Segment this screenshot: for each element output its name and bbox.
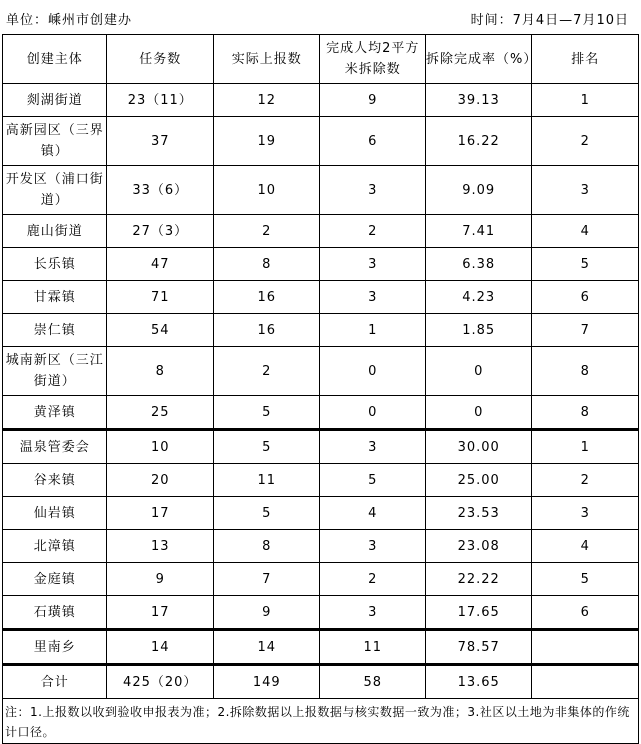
cell-demolished: 4 [320, 497, 425, 530]
cell-entity: 金庭镇 [3, 563, 107, 596]
cell-reported: 5 [213, 430, 320, 464]
cell-demolished: 9 [320, 84, 425, 117]
cell-task: 10 [107, 430, 214, 464]
header-demolished: 完成人均2平方米拆除数 [320, 35, 425, 84]
cell-rate: 17.65 [425, 596, 532, 630]
cell-rate: 7.41 [425, 215, 532, 248]
cell-reported: 16 [213, 281, 320, 314]
unit-label: 单位：嵊州市创建办 [6, 13, 133, 28]
cell-rank: 4 [532, 215, 639, 248]
cell-reported: 2 [213, 215, 320, 248]
cell-task: 13 [107, 530, 214, 563]
cell-task: 17 [107, 596, 214, 630]
cell-rate: 30.00 [425, 430, 532, 464]
cell-entity: 城南新区（三江街道） [3, 347, 107, 396]
cell-demolished: 3 [320, 530, 425, 563]
table-row [3, 530, 639, 563]
cell-demolished: 0 [320, 347, 425, 396]
cell-rate: 4.23 [425, 281, 532, 314]
cell-rate: 1.85 [425, 314, 532, 347]
report-header [0, 0, 641, 34]
cell-rate: 16.22 [425, 117, 532, 166]
table-row [3, 84, 639, 117]
cell-task: 71 [107, 281, 214, 314]
cell-rank: 8 [532, 396, 639, 430]
table-row [3, 596, 639, 630]
cell-rank: 4 [532, 530, 639, 563]
cell-rank [532, 630, 639, 665]
cell-rank: 6 [532, 281, 639, 314]
header-entity: 创建主体 [3, 35, 107, 84]
cell-demolished: 3 [320, 430, 425, 464]
cell-rank: 7 [532, 314, 639, 347]
cell-entity: 甘霖镇 [3, 281, 107, 314]
cell-entity: 黄泽镇 [3, 396, 107, 430]
table-row [3, 248, 639, 281]
cell-rank: 8 [532, 347, 639, 396]
table-body [3, 84, 639, 744]
cell-demolished: 2 [320, 215, 425, 248]
cell-task: 37 [107, 117, 214, 166]
cell-demolished: 11 [320, 630, 425, 665]
cell-task: 425（20） [107, 665, 214, 699]
table-row [3, 117, 639, 166]
table-row [3, 396, 639, 430]
cell-reported: 7 [213, 563, 320, 596]
cell-entity: 温泉管委会 [3, 430, 107, 464]
cell-demolished: 3 [320, 596, 425, 630]
cell-reported: 14 [213, 630, 320, 665]
cell-task: 33（6） [107, 166, 214, 215]
cell-reported: 8 [213, 530, 320, 563]
time-range-label: 时间：7月4日—7月10日 [470, 13, 629, 28]
cell-reported: 16 [213, 314, 320, 347]
demolition-progress-table [2, 34, 639, 744]
cell-task: 20 [107, 464, 214, 497]
table-row [3, 281, 639, 314]
table-row [3, 665, 639, 699]
cell-reported: 11 [213, 464, 320, 497]
cell-task: 14 [107, 630, 214, 665]
cell-reported: 8 [213, 248, 320, 281]
cell-rate: 9.09 [425, 166, 532, 215]
cell-entity: 里南乡 [3, 630, 107, 665]
cell-reported: 149 [213, 665, 320, 699]
cell-demolished: 0 [320, 396, 425, 430]
cell-reported: 19 [213, 117, 320, 166]
cell-reported: 5 [213, 396, 320, 430]
table-row [3, 166, 639, 215]
cell-rate: 39.13 [425, 84, 532, 117]
cell-entity: 北漳镇 [3, 530, 107, 563]
cell-entity: 鹿山街道 [3, 215, 107, 248]
table-row [3, 630, 639, 665]
cell-rank: 1 [532, 430, 639, 464]
cell-entity: 长乐镇 [3, 248, 107, 281]
cell-entity: 剡湖街道 [3, 84, 107, 117]
cell-rank: 6 [532, 596, 639, 630]
cell-rank: 3 [532, 497, 639, 530]
note-row [3, 699, 639, 744]
cell-rank: 2 [532, 464, 639, 497]
header-reported: 实际上报数 [213, 35, 320, 84]
header-rate: 拆除完成率（%） [425, 35, 532, 84]
cell-rate: 22.22 [425, 563, 532, 596]
cell-rank: 3 [532, 166, 639, 215]
cell-rank: 2 [532, 117, 639, 166]
cell-demolished: 58 [320, 665, 425, 699]
cell-task: 9 [107, 563, 214, 596]
cell-rank: 5 [532, 563, 639, 596]
cell-rate: 25.00 [425, 464, 532, 497]
cell-rate: 0 [425, 347, 532, 396]
cell-reported: 9 [213, 596, 320, 630]
table-row [3, 314, 639, 347]
table-row [3, 464, 639, 497]
cell-task: 25 [107, 396, 214, 430]
table-row [3, 497, 639, 530]
cell-rate: 13.65 [425, 665, 532, 699]
cell-rate: 78.57 [425, 630, 532, 665]
cell-demolished: 3 [320, 248, 425, 281]
cell-rate: 0 [425, 396, 532, 430]
cell-entity: 仙岩镇 [3, 497, 107, 530]
cell-demolished: 3 [320, 166, 425, 215]
cell-demolished: 3 [320, 281, 425, 314]
cell-reported: 12 [213, 84, 320, 117]
header-task: 任务数 [107, 35, 214, 84]
cell-rank [532, 665, 639, 699]
header-rank: 排名 [532, 35, 639, 84]
cell-entity: 石璜镇 [3, 596, 107, 630]
cell-task: 8 [107, 347, 214, 396]
cell-entity: 崇仁镇 [3, 314, 107, 347]
cell-entity: 开发区（浦口街道） [3, 166, 107, 215]
cell-rank: 1 [532, 84, 639, 117]
footnote: 注：1.上报数以收到验收申报表为准；2.拆除数据以上报数据与核实数据一致为准；3.社区以土地为非集体的作统计口径。 [3, 699, 639, 744]
cell-reported: 10 [213, 166, 320, 215]
cell-reported: 2 [213, 347, 320, 396]
cell-task: 54 [107, 314, 214, 347]
cell-task: 23（11） [107, 84, 214, 117]
cell-task: 27（3） [107, 215, 214, 248]
cell-rate: 23.08 [425, 530, 532, 563]
cell-task: 47 [107, 248, 214, 281]
cell-demolished: 1 [320, 314, 425, 347]
cell-entity: 谷来镇 [3, 464, 107, 497]
cell-rate: 23.53 [425, 497, 532, 530]
cell-entity: 合计 [3, 665, 107, 699]
cell-demolished: 6 [320, 117, 425, 166]
cell-rate: 6.38 [425, 248, 532, 281]
table-row [3, 347, 639, 396]
cell-task: 17 [107, 497, 214, 530]
table-row [3, 215, 639, 248]
table-row [3, 563, 639, 596]
cell-reported: 5 [213, 497, 320, 530]
cell-demolished: 2 [320, 563, 425, 596]
table-row [3, 430, 639, 464]
cell-entity: 高新园区（三界镇） [3, 117, 107, 166]
table-header-row [3, 35, 639, 84]
cell-demolished: 5 [320, 464, 425, 497]
cell-rank: 5 [532, 248, 639, 281]
